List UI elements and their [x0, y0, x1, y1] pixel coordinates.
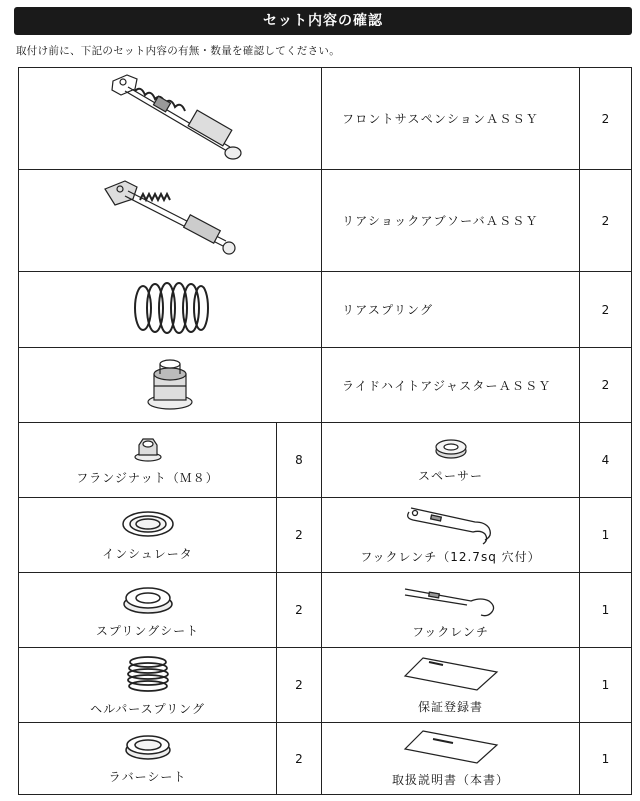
- helper-spring-icon: [124, 654, 172, 694]
- item-qty: 2: [580, 348, 632, 423]
- table-row: [19, 573, 632, 648]
- table-row: [19, 272, 632, 348]
- rubber-seat-icon: [122, 732, 174, 762]
- item-qty: 1: [580, 723, 632, 795]
- item-name: スプリングシート: [95, 623, 200, 638]
- item-name: ライドハイトアジャスターＡＳＳＹ: [322, 348, 580, 423]
- item-qty: 8: [277, 423, 322, 498]
- table-row: [19, 723, 632, 795]
- item-qty: 1: [580, 498, 632, 573]
- rear-shock-icon: [95, 174, 245, 264]
- item-name: フランジナット（Ｍ８）: [76, 470, 219, 485]
- item-qty: 2: [277, 648, 322, 723]
- table-row: [19, 348, 632, 423]
- manual-document-icon: [403, 729, 499, 765]
- item-qty: 2: [277, 498, 322, 573]
- table-row: [19, 68, 632, 170]
- item-qty: 4: [580, 423, 632, 498]
- item-qty: 2: [580, 170, 632, 272]
- spacer-icon: [434, 437, 468, 461]
- contents-table: [18, 67, 632, 795]
- hook-wrench-icon: [401, 581, 501, 617]
- spring-seat-icon: [120, 582, 176, 616]
- front-suspension-icon: [95, 69, 245, 164]
- item-name: 取扱説明書（本書）: [391, 773, 509, 787]
- item-name: 保証登録書: [417, 699, 483, 714]
- item-name: リアショックアブソーバＡＳＳＹ: [322, 170, 580, 272]
- hook-wrench-12-7sq-icon: [403, 506, 499, 542]
- item-name: ラバーシート: [108, 770, 187, 784]
- item-qty: 2: [277, 723, 322, 795]
- item-name: スペーサー: [417, 468, 483, 483]
- intro-text: 取付け前に、下記のセット内容の有無・数量を確認してください。: [16, 45, 340, 57]
- warranty-document-icon: [403, 656, 499, 692]
- insulator-icon: [120, 509, 176, 539]
- item-name: フックレンチ（12.7sq 穴付）: [360, 549, 541, 564]
- item-qty: 2: [580, 272, 632, 348]
- table-row: [19, 498, 632, 573]
- page-title: セット内容の確認: [14, 7, 632, 35]
- item-qty: 1: [580, 648, 632, 723]
- item-name: フロントサスペンションＡＳＳＹ: [322, 68, 580, 170]
- table-row: [19, 170, 632, 272]
- table-row: [19, 423, 632, 498]
- table-row: [19, 648, 632, 723]
- item-name: ヘルパースプリング: [90, 701, 205, 716]
- item-qty: 1: [580, 573, 632, 648]
- rear-spring-icon: [125, 277, 215, 339]
- item-name: フックレンチ: [412, 624, 489, 639]
- item-name: インシュレータ: [102, 546, 193, 561]
- item-name: リアスプリング: [322, 272, 580, 348]
- ride-height-adjuster-icon: [140, 352, 200, 414]
- item-qty: 2: [277, 573, 322, 648]
- item-qty: 2: [580, 68, 632, 170]
- flange-nut-icon: [133, 435, 163, 463]
